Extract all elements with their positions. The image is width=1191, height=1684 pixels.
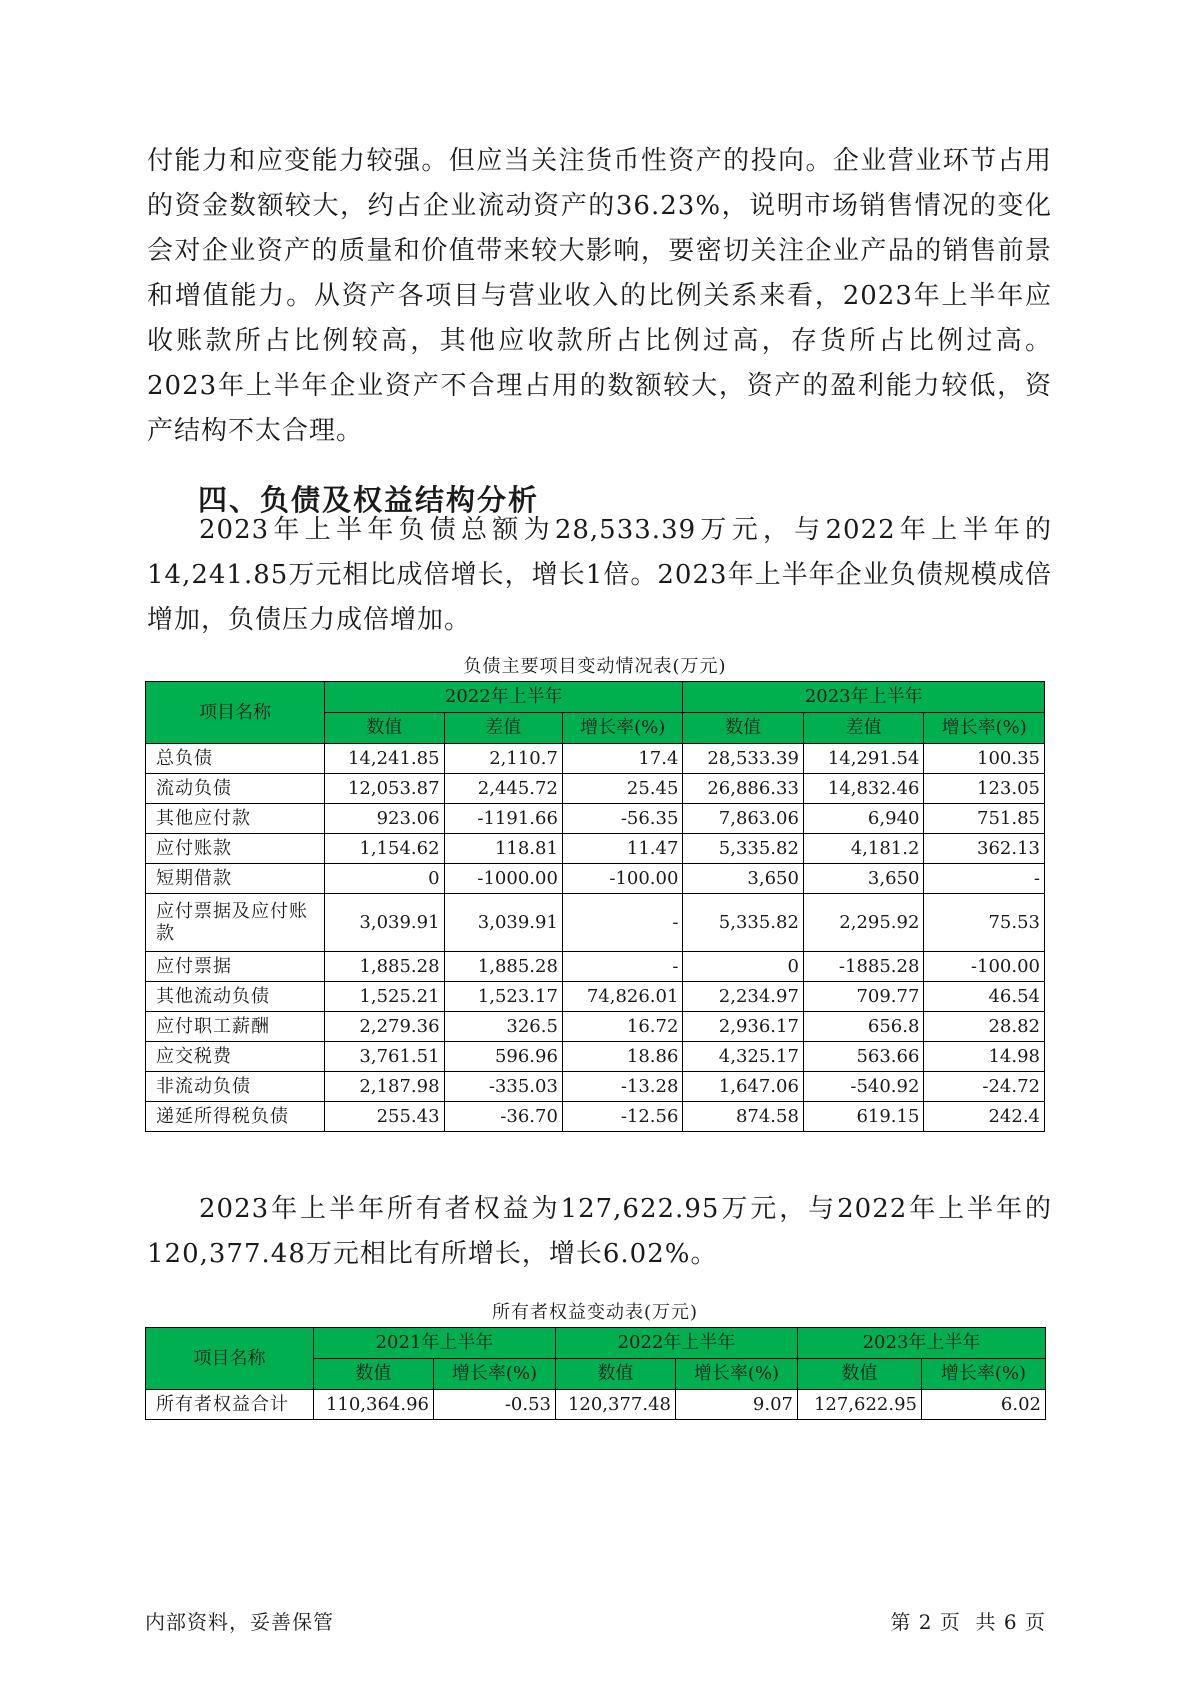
- period-header: 2021年上半年: [314, 1328, 556, 1359]
- table-row: [146, 804, 1045, 834]
- table-cell: -13.28: [562, 1072, 683, 1102]
- table-cell: -: [924, 864, 1045, 894]
- table-cell: 1,154.62: [325, 834, 444, 864]
- table-row: [146, 834, 1045, 864]
- row-label: 应交税费: [146, 1042, 325, 1072]
- row-label: 非流动负债: [146, 1072, 325, 1102]
- table-cell: 3,761.51: [325, 1042, 444, 1072]
- table-row: [146, 1042, 1045, 1072]
- table-cell: 14,241.85: [325, 744, 444, 774]
- table-cell: 3,039.91: [444, 894, 562, 952]
- table-row: [146, 982, 1045, 1012]
- table-cell: 46.54: [924, 982, 1045, 1012]
- table-cell: 9.07: [676, 1390, 798, 1420]
- table-cell: -24.72: [924, 1072, 1045, 1102]
- sub-header: 增长率(%): [434, 1359, 556, 1390]
- table-cell: 3,650: [683, 864, 804, 894]
- table-cell: 12,053.87: [325, 774, 444, 804]
- table-cell: -335.03: [444, 1072, 562, 1102]
- table-cell: -: [562, 952, 683, 982]
- table-cell: 619.15: [803, 1102, 924, 1132]
- row-label: 其他流动负债: [146, 982, 325, 1012]
- sub-header: 数值: [556, 1359, 676, 1390]
- table-cell: 14.98: [924, 1042, 1045, 1072]
- table-cell: 596.96: [444, 1042, 562, 1072]
- table-cell: 2,110.7: [444, 744, 562, 774]
- table-cell: 1,885.28: [444, 952, 562, 982]
- equity-table: [145, 1327, 1046, 1420]
- table-cell: -12.56: [562, 1102, 683, 1132]
- footer-left: 内部资料，妥善保管: [145, 1610, 334, 1634]
- equity-table-caption: 所有者权益变动表(万元): [491, 1302, 699, 1323]
- table-row: [146, 864, 1045, 894]
- sub-header: 增长率(%): [922, 1359, 1046, 1390]
- table-cell: 4,325.17: [683, 1042, 804, 1072]
- equity-paragraph: 2023年上半年所有者权益为127,622.95万元，与2022年上半年的120,377.48万元相比有所增长，增长6.02%。: [147, 1194, 1052, 1269]
- table-cell: -540.92: [803, 1072, 924, 1102]
- table-row: [146, 894, 1045, 952]
- name-header: 项目名称: [146, 682, 325, 744]
- table-cell: 0: [325, 864, 444, 894]
- table-cell: 28.82: [924, 1012, 1045, 1042]
- table-cell: 5,335.82: [683, 894, 804, 952]
- table-cell: 255.43: [325, 1102, 444, 1132]
- table-cell: 7,863.06: [683, 804, 804, 834]
- table-cell: 2,295.92: [803, 894, 924, 952]
- table-cell: 362.13: [924, 834, 1045, 864]
- table-cell: 74,826.01: [562, 982, 683, 1012]
- period-header: 2023年上半年: [683, 682, 1045, 713]
- table-cell: 326.5: [444, 1012, 562, 1042]
- sub-header: 数值: [683, 713, 804, 744]
- table-cell: 6,940: [803, 804, 924, 834]
- table-cell: 26,886.33: [683, 774, 804, 804]
- table-cell: 75.53: [924, 894, 1045, 952]
- table-cell: 4,181.2: [803, 834, 924, 864]
- table-cell: -0.53: [434, 1390, 556, 1420]
- table-cell: -1191.66: [444, 804, 562, 834]
- table-cell: -1885.28: [803, 952, 924, 982]
- liability-table-caption: 负债主要项目变动情况表(万元): [463, 656, 727, 677]
- period-header: 2022年上半年: [325, 682, 683, 713]
- table-cell: 709.77: [803, 982, 924, 1012]
- row-label: 其他应付款: [146, 804, 325, 834]
- table-cell: 1,885.28: [325, 952, 444, 982]
- table-cell: 18.86: [562, 1042, 683, 1072]
- table-cell: 5,335.82: [683, 834, 804, 864]
- table-cell: 1,647.06: [683, 1072, 804, 1102]
- table-row: [146, 774, 1045, 804]
- table-cell: 242.4: [924, 1102, 1045, 1132]
- row-label: 递延所得税负债: [146, 1102, 325, 1132]
- sub-header: 增长率(%): [676, 1359, 798, 1390]
- table-cell: 16.72: [562, 1012, 683, 1042]
- table-row: [146, 952, 1045, 982]
- sub-header: 差值: [803, 713, 924, 744]
- table-cell: 2,936.17: [683, 1012, 804, 1042]
- sub-header: 增长率(%): [924, 713, 1045, 744]
- table-cell: 656.8: [803, 1012, 924, 1042]
- table-row: [146, 1072, 1045, 1102]
- table-cell: 2,445.72: [444, 774, 562, 804]
- sub-header: 增长率(%): [562, 713, 683, 744]
- table-cell: -36.70: [444, 1102, 562, 1132]
- table-cell: 563.66: [803, 1042, 924, 1072]
- table-cell: 0: [683, 952, 804, 982]
- intro-paragraph: 付能力和应变能力较强。但应当关注货币性资产的投向。企业营业环节占用的资金数额较大，约占企业流动资产的36.23%，说明市场销售情况的变化会对企业资产的质量和价值带来较大影响，要密切关注企业产品的销售前景和增值能力。从资产各项目与营业收入的比例关系来看，2023年上半年应收账款所占比例较高，其他应收款所占比例过高，存货所占比例过高。2023年上半年企业资产不合理占用的数额较大，资产的盈利能力较低，资产结构不太合理。: [147, 146, 1052, 446]
- table-cell: 25.45: [562, 774, 683, 804]
- table-cell: -100.00: [924, 952, 1045, 982]
- table-cell: 1,523.17: [444, 982, 562, 1012]
- table-cell: 751.85: [924, 804, 1045, 834]
- row-label: 短期借款: [146, 864, 325, 894]
- sub-header: 数值: [325, 713, 444, 744]
- table-cell: -100.00: [562, 864, 683, 894]
- table-row: [146, 1390, 1046, 1420]
- table-cell: 110,364.96: [314, 1390, 434, 1420]
- row-label: 流动负债: [146, 774, 325, 804]
- period-header: 2022年上半年: [556, 1328, 798, 1359]
- table-row: [146, 1102, 1045, 1132]
- table-cell: 3,650: [803, 864, 924, 894]
- row-label: 应付票据: [146, 952, 325, 982]
- table-cell: -56.35: [562, 804, 683, 834]
- sub-header: 数值: [798, 1359, 922, 1390]
- row-label: 应付账款: [146, 834, 325, 864]
- table-cell: 127,622.95: [798, 1390, 922, 1420]
- name-header: 项目名称: [146, 1328, 314, 1390]
- table-cell: 100.35: [924, 744, 1045, 774]
- section-title: 四、负债及权益结构分析: [198, 483, 540, 517]
- row-label: 所有者权益合计: [146, 1390, 314, 1420]
- table-cell: 11.47: [562, 834, 683, 864]
- table-cell: 118.81: [444, 834, 562, 864]
- table-cell: 123.05: [924, 774, 1045, 804]
- table-cell: 17.4: [562, 744, 683, 774]
- table-cell: -1000.00: [444, 864, 562, 894]
- table-cell: 3,039.91: [325, 894, 444, 952]
- row-label: 总负债: [146, 744, 325, 774]
- sub-header: 数值: [314, 1359, 434, 1390]
- liability-table: [145, 681, 1045, 1132]
- table-cell: 2,187.98: [325, 1072, 444, 1102]
- table-cell: 120,377.48: [556, 1390, 676, 1420]
- liability-paragraph: 2023年上半年负债总额为28,533.39万元，与2022年上半年的14,241.85万元相比成倍增长，增长1倍。2023年上半年企业负债规模成倍增加，负债压力成倍增加。: [147, 515, 1052, 635]
- table-cell: 2,234.97: [683, 982, 804, 1012]
- sub-header: 差值: [444, 713, 562, 744]
- footer-page-number: 第 2 页 共 6 页: [890, 1610, 1046, 1634]
- table-cell: 14,832.46: [803, 774, 924, 804]
- row-label: 应付职工薪酬: [146, 1012, 325, 1042]
- table-cell: 874.58: [683, 1102, 804, 1132]
- table-cell: 923.06: [325, 804, 444, 834]
- table-row: [146, 1012, 1045, 1042]
- table-cell: 28,533.39: [683, 744, 804, 774]
- table-cell: 14,291.54: [803, 744, 924, 774]
- row-label: 应付票据及应付账款: [146, 894, 325, 952]
- table-cell: 6.02: [922, 1390, 1046, 1420]
- period-header: 2023年上半年: [798, 1328, 1046, 1359]
- table-cell: 1,525.21: [325, 982, 444, 1012]
- table-cell: -: [562, 894, 683, 952]
- table-cell: 2,279.36: [325, 1012, 444, 1042]
- table-row: [146, 744, 1045, 774]
